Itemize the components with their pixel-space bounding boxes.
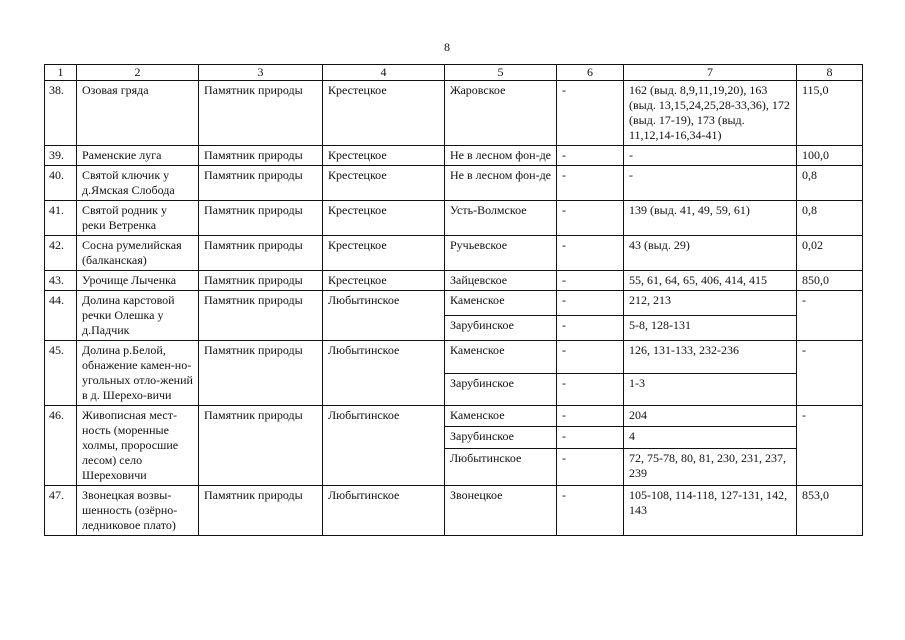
district-cell: Любытинское — [323, 486, 445, 536]
quarters-cell: 55, 61, 64, 65, 406, 414, 415 — [624, 271, 797, 291]
area-cell: - — [797, 291, 863, 341]
row-number-cell: 42. — [45, 236, 77, 271]
object-type-cell: Памятник природы — [199, 341, 323, 406]
object-type-cell: Памятник природы — [199, 201, 323, 236]
table-row — [45, 146, 863, 166]
forestry-cell: Зарубинское — [445, 373, 557, 406]
row-number-cell: 41. — [45, 201, 77, 236]
forestry-cell: Ручьевское — [445, 236, 557, 271]
column-header: 3 — [199, 65, 323, 81]
row-number-cell: 46. — [45, 406, 77, 486]
column6-cell: - — [557, 236, 624, 271]
column6-cell: - — [557, 427, 624, 448]
quarters-cell: 1-3 — [624, 373, 797, 406]
district-cell: Крестецкое — [323, 166, 445, 201]
forestry-cell: Не в лесном фон-де — [445, 146, 557, 166]
area-cell: - — [797, 406, 863, 486]
forestry-cell: Зарубинское — [445, 427, 557, 448]
area-cell: - — [797, 341, 863, 406]
object-type-cell: Памятник природы — [199, 406, 323, 486]
column6-cell: - — [557, 406, 624, 427]
forestry-cell: Зарубинское — [445, 316, 557, 341]
district-cell: Крестецкое — [323, 146, 445, 166]
district-cell: Крестецкое — [323, 236, 445, 271]
table-row — [45, 201, 863, 236]
table-row — [45, 486, 863, 536]
column6-cell: - — [557, 201, 624, 236]
quarters-cell: 162 (выд. 8,9,11,19,20), 163 (выд. 13,15,24,25,28-33,36), 172 (выд. 17-19), 173 (выд. 11,12,14-16,34-41) — [624, 81, 797, 146]
quarters-cell: 126, 131-133, 232-236 — [624, 341, 797, 374]
column6-cell: - — [557, 291, 624, 316]
row-number-cell: 45. — [45, 341, 77, 406]
quarters-cell: 72, 75-78, 80, 81, 230, 231, 237, 239 — [624, 448, 797, 485]
forestry-cell: Зайцевское — [445, 271, 557, 291]
area-cell: 0,8 — [797, 166, 863, 201]
object-name-cell: Раменские луга — [77, 146, 199, 166]
area-cell: 853,0 — [797, 486, 863, 536]
column-header: 7 — [624, 65, 797, 81]
row-number-cell: 40. — [45, 166, 77, 201]
forestry-cell: Не в лесном фон-де — [445, 166, 557, 201]
object-name-cell: Сосна румелийская (балканская) — [77, 236, 199, 271]
object-name-cell: Святой родник у реки Ветренка — [77, 201, 199, 236]
column-header: 1 — [45, 65, 77, 81]
quarters-cell: 212, 213 — [624, 291, 797, 316]
column6-cell: - — [557, 166, 624, 201]
column6-cell: - — [557, 341, 624, 374]
table-row — [45, 341, 863, 374]
table-row — [45, 291, 863, 316]
column6-cell: - — [557, 81, 624, 146]
forestry-cell: Звонецкое — [445, 486, 557, 536]
district-cell: Любытинское — [323, 406, 445, 486]
table-row — [45, 271, 863, 291]
forestry-cell: Жаровское — [445, 81, 557, 146]
object-type-cell: Памятник природы — [199, 146, 323, 166]
column6-cell: - — [557, 316, 624, 341]
object-type-cell: Памятник природы — [199, 486, 323, 536]
object-type-cell: Памятник природы — [199, 81, 323, 146]
column6-cell: - — [557, 146, 624, 166]
table-row — [45, 236, 863, 271]
column-header: 4 — [323, 65, 445, 81]
object-type-cell: Памятник природы — [199, 271, 323, 291]
column6-cell: - — [557, 448, 624, 485]
column6-cell: - — [557, 373, 624, 406]
quarters-cell: 4 — [624, 427, 797, 448]
row-number-cell: 43. — [45, 271, 77, 291]
object-name-cell: Звонецкая возвы-шенность (озёрно-ледниковое плато) — [77, 486, 199, 536]
quarters-cell: 204 — [624, 406, 797, 427]
object-name-cell: Долина карстовой речки Олешка у д.Падчик — [77, 291, 199, 341]
object-type-cell: Памятник природы — [199, 166, 323, 201]
row-number-cell: 44. — [45, 291, 77, 341]
object-name-cell: Долина р.Белой, обнажение камен-но-угольных отло-жений в д. Шерехо-вичи — [77, 341, 199, 406]
object-type-cell: Памятник природы — [199, 291, 323, 341]
table-row — [45, 81, 863, 146]
object-name-cell: Урочище Лыченка — [77, 271, 199, 291]
district-cell: Любытинское — [323, 341, 445, 406]
district-cell: Крестецкое — [323, 201, 445, 236]
quarters-cell: - — [624, 166, 797, 201]
district-cell: Любытинское — [323, 291, 445, 341]
table-header-row — [45, 65, 863, 81]
column-header: 8 — [797, 65, 863, 81]
object-name-cell: Святой ключик у д.Ямская Слобода — [77, 166, 199, 201]
column-header: 2 — [77, 65, 199, 81]
forestry-cell: Любытинское — [445, 448, 557, 485]
area-cell: 115,0 — [797, 81, 863, 146]
page-number: 8 — [444, 40, 450, 54]
quarters-cell: 139 (выд. 41, 49, 59, 61) — [624, 201, 797, 236]
object-name-cell: Озовая гряда — [77, 81, 199, 146]
row-number-cell: 38. — [45, 81, 77, 146]
area-cell: 100,0 — [797, 146, 863, 166]
column-header: 6 — [557, 65, 624, 81]
column6-cell: - — [557, 271, 624, 291]
object-name-cell: Живописная мест-ность (моренные холмы, проросшие лесом) село Шереховичи — [77, 406, 199, 486]
table-row — [45, 406, 863, 427]
district-cell: Крестецкое — [323, 81, 445, 146]
quarters-cell: - — [624, 146, 797, 166]
quarters-cell: 5-8, 128-131 — [624, 316, 797, 341]
area-cell: 850,0 — [797, 271, 863, 291]
row-number-cell: 39. — [45, 146, 77, 166]
area-cell: 0,8 — [797, 201, 863, 236]
forestry-cell: Каменское — [445, 291, 557, 316]
quarters-cell: 105-108, 114-118, 127-131, 142, 143 — [624, 486, 797, 536]
district-cell: Крестецкое — [323, 271, 445, 291]
quarters-cell: 43 (выд. 29) — [624, 236, 797, 271]
object-type-cell: Памятник природы — [199, 236, 323, 271]
forestry-cell: Каменское — [445, 341, 557, 374]
column6-cell: - — [557, 486, 624, 536]
row-number-cell: 47. — [45, 486, 77, 536]
forestry-cell: Каменское — [445, 406, 557, 427]
column-header: 5 — [445, 65, 557, 81]
protected-areas-table — [44, 64, 863, 536]
forestry-cell: Усть-Волмское — [445, 201, 557, 236]
table-row — [45, 166, 863, 201]
area-cell: 0,02 — [797, 236, 863, 271]
